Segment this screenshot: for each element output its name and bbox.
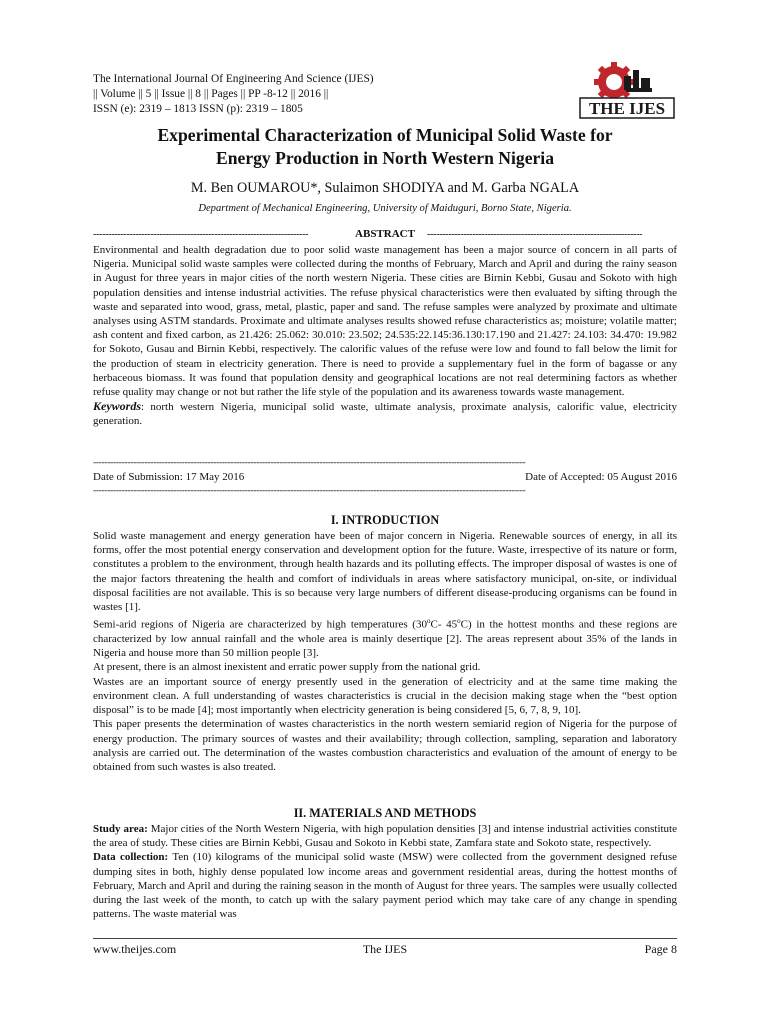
keywords-label: Keywords: [93, 399, 141, 414]
abstract-body: [93, 243, 677, 429]
intro-paragraph-2: Semi-arid regions of Nigeria are characterized by high temperatures (30$^o$C- 45$^o$C) in the hottest months and these regions are characterized by low annual rainfall and the whole area is mainly desertique [2]. The areas represent about 35% of the lands in Nigeria and house more than 50 million people [3].: [93, 617, 678, 660]
submission-date: Date of Submission: 17 May 2016: [93, 471, 245, 483]
title-line-2: Energy Production in North Western Nigeria: [215, 148, 554, 168]
keywords-paragraph: [93, 399, 677, 428]
volume-line: || Volume || 5 || Issue || 8 || Pages || PP -8-12 || 2016 ||: [93, 88, 329, 100]
study-area-paragraph: Study area: Major cities of the North Western Nigeria, with high population densities [3] and intense industrial activities constitute the area of study. These cities are Birnin Kebbi, Gusau and Sokoto in Kebbi state, Zamfara state and Sokoto state, respectively.: [93, 823, 677, 850]
section-heading-introduction: I. INTRODUCTION: [330, 513, 440, 527]
journal-name: The International Journal Of Engineering And Science (IJES): [93, 73, 374, 85]
intro-paragraph-5: This paper presents the determination of wastes characteristics in the north western semiarid region of Nigeria for the purpose of energy production. The primary sources of wastes and their availability; through collection, sampling, separation and laboratory analysis are carried out. The determination of the wastes combustion characteristics and evaluation of the amount of energy to be obtained from such wastes is also treated.: [93, 718, 677, 773]
intro-paragraph-1: Solid waste management and energy generation have been of major concern in Nigeria. Renewable sources of energy, in all its forms, offer the most potential energy conservation and development option for the future. Waste, irrespective of its nature or form, constitutes a problem to the environment, through health hazards and its polluting effects. The improper disposal of wastes is one of the major factors threatening the health and comfort of individuals in areas where satisfactory municipal, on-site, or individual disposal facilities are not available. This is so because very large numbers of different disease-producing organisms can be found in wastes [1].: [93, 530, 677, 614]
footer-divider: [93, 938, 677, 939]
affiliation: Department of Mechanical Engineering, University of Maiduguri, Borno State, Nigeria.: [198, 203, 572, 214]
dash-rule-top: -------------------------------------------------------------------------------------------------------------------------------------------------------: [93, 458, 526, 468]
logo-text: THE IJES: [588, 99, 666, 118]
accepted-date: Date of Accepted: 05 August 2016: [525, 471, 677, 483]
author-list: M. Ben OUMAROU*, Sulaimon SHODIYA and M. Garba NGALA: [190, 180, 580, 196]
intro-paragraph-3: At present, there is an almost inexistent and erratic power supply from the national grid.: [93, 661, 481, 674]
title-line-1: Experimental Characterization of Municipal Solid Waste for: [157, 125, 613, 145]
journal-header: [93, 72, 563, 117]
factory-icon: [624, 70, 652, 92]
footer-website: www.theijes.com: [93, 942, 177, 956]
dash-rule-left: -----------------------------------------------------------------------: [93, 229, 309, 240]
introduction-body: [93, 529, 677, 774]
data-collection-paragraph: Data collection: Ten (10) kilograms of the municipal solid waste (MSW) were collected from the government designed refuse dumping sites in both, highly dense populated low income areas and government residential areas, during the hottest months of February, March and April and during the raining season in the month of August for three years. The samples were usually collected during the last week of the month, to catch up with the salary payment period which may take care of any change in spending patterns. The waste material was: [93, 851, 677, 921]
ijes-logo: [574, 58, 678, 122]
issn-line: ISSN (e): 2319 – 1813 ISSN (p): 2319 – 1805: [93, 103, 303, 115]
methods-body: [93, 822, 677, 921]
section-heading-materials-methods: II. MATERIALS AND METHODS: [293, 806, 477, 820]
intro-paragraph-4: Wastes are an important source of energy presently used in the generation of electricity and at the same time making the environment clean. A full understanding of wastes characteristics is crucial in the decision making stage when the “best option disposal” is to be made [4]; most importantly when electricity generation is being considered [5, 6, 7, 8, 9, 10].: [93, 675, 677, 717]
dash-rule-bottom: -------------------------------------------------------------------------------------------------------------------------------------------------------: [93, 486, 526, 496]
footer-journal: The IJES: [362, 942, 408, 956]
paper-title: [93, 124, 677, 170]
study-area-label: Study area:: [93, 823, 148, 835]
dash-rule-right: -----------------------------------------------------------------------: [427, 229, 643, 240]
abstract-text: Environmental and health degradation due to poor solid waste management has been a major source of concern in all parts of Nigeria. Municipal solid waste samples were collected during the months of February, March and April and during the rainy season in August for three years in major cities of the north western Nigeria. These cities are Birnin Kebbi, Gusau and Sokoto with high population densities and intense industrial activities. The refuse physical characteristics were then evaluated by sifting through the waste and separated into wood, grass, metal, plastic, paper and sand. The refuse samples were analyzed by proximate and ultimate analyses using ASTM standards. Proximate and ultimate analyses results showed refuse characteristics as; moisture; volatile matter; ash content and fixed carbon, as 21.426: 25.062: 30.010: 23.502; 24.535:22.145:36.130:17.190 and 21.427: 24.103: 34.470: 19.982 for Sokoto, Gusau and Birnin Kebbi, respectively. The calorific values of the refuse were low and found to fall below the limit for the production of steam in electricity generation. There is need to provide a supplementary fuel in the form of bagasse or any herbaceous biomass. It was found that population density and geographical locations are not real determining factors as whether refuse quality may change or not but rather the life style of the population and its awareness towards waste management.: [93, 244, 677, 399]
page-number: Page 8: [644, 942, 677, 956]
abstract-heading-rule: [93, 229, 677, 243]
data-collection-label: Data collection:: [93, 851, 169, 864]
abstract-label: ABSTRACT: [355, 228, 415, 240]
keywords-text: : north western Nigeria, municipal solid waste, ultimate analysis, proximate analysis, calorific value, electricity generation.: [93, 401, 677, 428]
